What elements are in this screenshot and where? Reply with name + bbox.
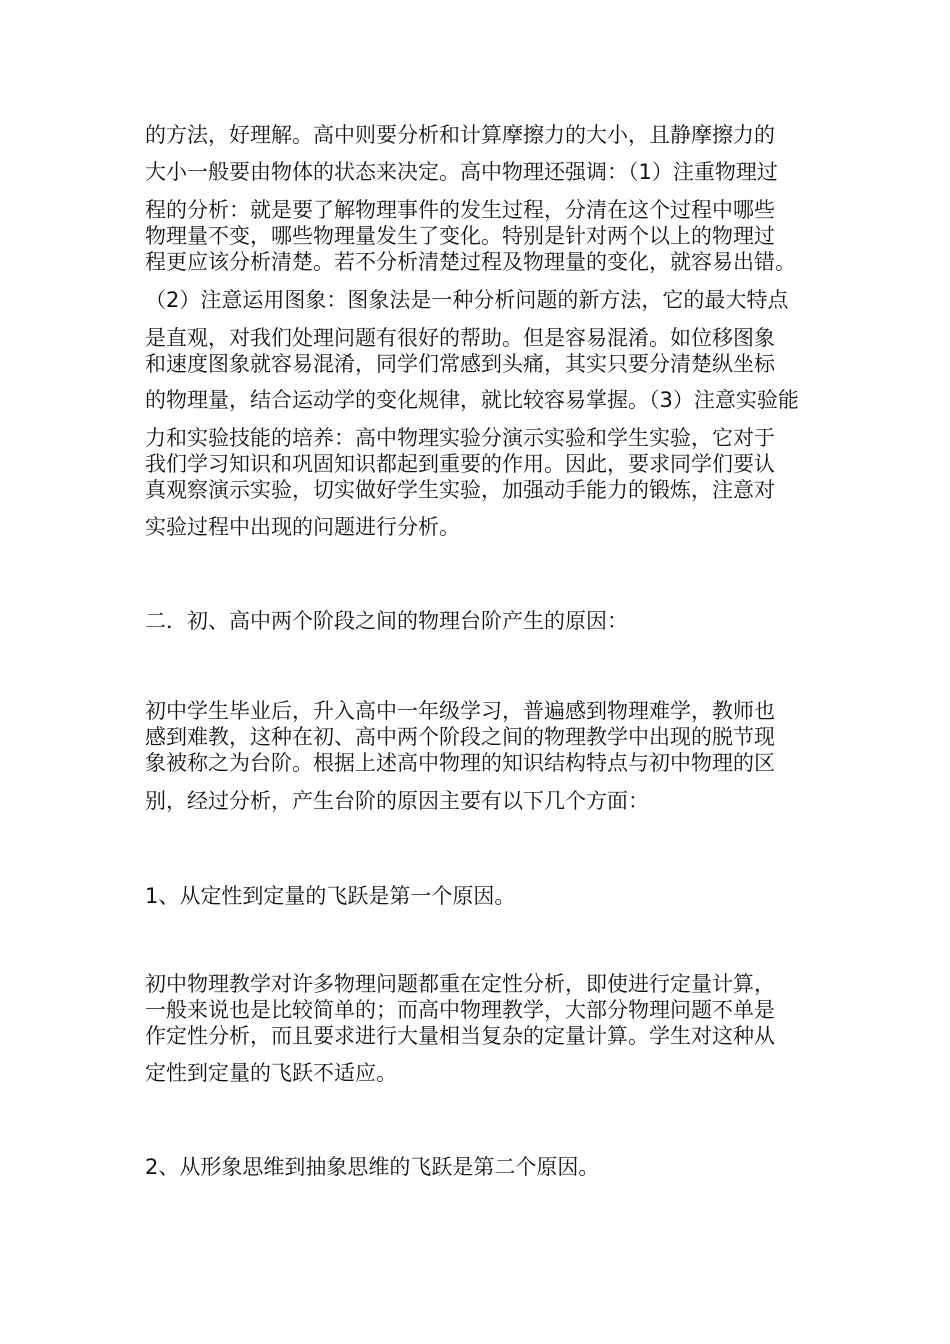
paragraph-1-line: 程的分析：就是要了解物理事件的发生过程，分清在这个过程中哪些 bbox=[145, 198, 775, 222]
paragraph-1-line: 的物理量，结合运动学的变化规律，就比较容易掌握。（3）注意实验能 bbox=[145, 388, 799, 412]
paragraph-2-line: 感到难教，这种在初、高中两个阶段之间的物理教学中出现的脱节现 bbox=[145, 725, 775, 749]
section-heading: 二．初、高中两个阶段之间的物理台阶产生的原因： bbox=[145, 609, 628, 633]
paragraph-1-line: 我们学习知识和巩固知识都起到重要的作用。因此，要求同学们要认 bbox=[145, 452, 775, 476]
paragraph-3-line: 定性到定量的飞跃不适应。 bbox=[145, 1061, 397, 1085]
paragraph-1-line: 物理量不变，哪些物理量发生了变化。特别是针对两个以上的物理过 bbox=[145, 224, 775, 248]
paragraph-1-line: （2）注意运用图象：图象法是一种分析问题的新方法，它的最大特点 bbox=[145, 288, 789, 312]
reason-1-heading: 1、从定性到定量的飞跃是第一个原因。 bbox=[145, 884, 516, 908]
paragraph-2-line: 初中学生毕业后，升入高中一年级学习，普遍感到物理难学，教师也 bbox=[145, 699, 775, 723]
paragraph-1-line: 大小一般要由物体的状态来决定。高中物理还强调：（1）注重物理过 bbox=[145, 160, 778, 184]
paragraph-1-line: 真观察演示实验，切实做好学生实验，加强动手能力的锻炼，注意对 bbox=[145, 478, 775, 502]
paragraph-1-line: 力和实验技能的培养：高中物理实验分演示实验和学生实验，它对于 bbox=[145, 426, 775, 450]
paragraph-3-line: 一般来说也是比较简单的；而高中物理教学，大部分物理问题不单是 bbox=[145, 998, 775, 1022]
paragraph-2-line: 象被称之为台阶。根据上述高中物理的知识结构特点与初中物理的区 bbox=[145, 751, 775, 775]
reason-2-heading: 2、从形象思维到抽象思维的飞跃是第二个原因。 bbox=[145, 1155, 600, 1179]
paragraph-1-line: 和速度图象就容易混淆，同学们常感到头痛，其实只要分清楚纵坐标 bbox=[145, 352, 775, 376]
paragraph-2-line: 别，经过分析，产生台阶的原因主要有以下几个方面： bbox=[145, 789, 649, 813]
paragraph-1-line: 程更应该分析清楚。若不分析清楚过程及物理量的变化，就容易出错。 bbox=[145, 250, 796, 274]
paragraph-1-line: 实验过程中出现的问题进行分析。 bbox=[145, 515, 460, 539]
paragraph-3-line: 作定性分析，而且要求进行大量相当复杂的定量计算。学生对这种从 bbox=[145, 1024, 775, 1048]
paragraph-1-line: 的方法，好理解。高中则要分析和计算摩擦力的大小，且静摩擦力的 bbox=[145, 123, 775, 147]
paragraph-3-line: 初中物理教学对许多物理问题都重在定性分析，即使进行定量计算， bbox=[145, 972, 775, 996]
paragraph-1-line: 是直观，对我们处理问题有很好的帮助。但是容易混淆。如位移图象 bbox=[145, 326, 775, 350]
